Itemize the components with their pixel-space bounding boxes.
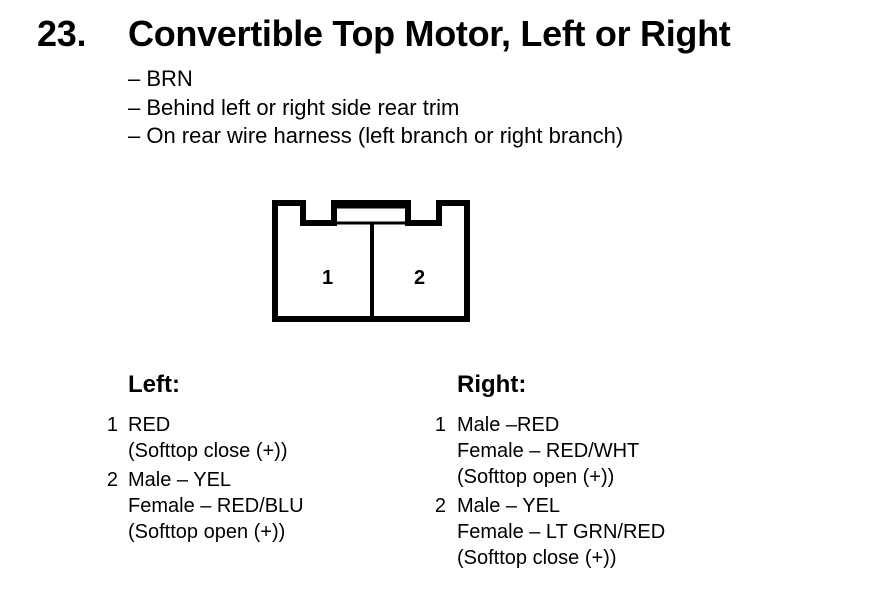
left-pin-2-function: (Softtop open (+)) [128,521,286,543]
connector-diagram [268,196,476,326]
left-pin-2-female-wire: Female – RED/BLU [128,495,304,517]
connector-harness: – On rear wire harness (left branch or right branch) [128,123,624,148]
right-pin-1-number: 1 [434,414,446,436]
connector-location: – Behind left or right side rear trim [128,95,460,120]
right-pin-1-function: (Softtop open (+)) [457,466,615,488]
right-pin-2-male-wire: Male – YEL [457,495,561,517]
left-heading: Left: [128,371,180,398]
section-title: Convertible Top Motor, Left or Right [128,13,731,54]
right-pin-2-number: 2 [434,495,446,517]
connector-color: – BRN [128,66,193,91]
connector-pin-1-label: 1 [322,267,334,289]
right-heading: Right: [457,371,527,398]
left-pin-1-function: (Softtop close (+)) [128,440,288,462]
left-pin-2-male-wire: Male – YEL [128,469,232,491]
right-pin-2-function: (Softtop close (+)) [457,547,617,569]
right-pin-1-female-wire: Female – RED/WHT [457,440,640,462]
left-pin-2-number: 2 [106,469,118,491]
connector-lock-tab [335,207,407,223]
left-pin-1-wire: RED [128,414,171,436]
right-pin-2-female-wire: Female – LT GRN/RED [457,521,666,543]
right-pin-1-male-wire: Male –RED [457,414,560,436]
left-pin-1-number: 1 [106,414,118,436]
section-number: 23. [37,13,87,54]
connector-pin-2-label: 2 [414,267,426,289]
